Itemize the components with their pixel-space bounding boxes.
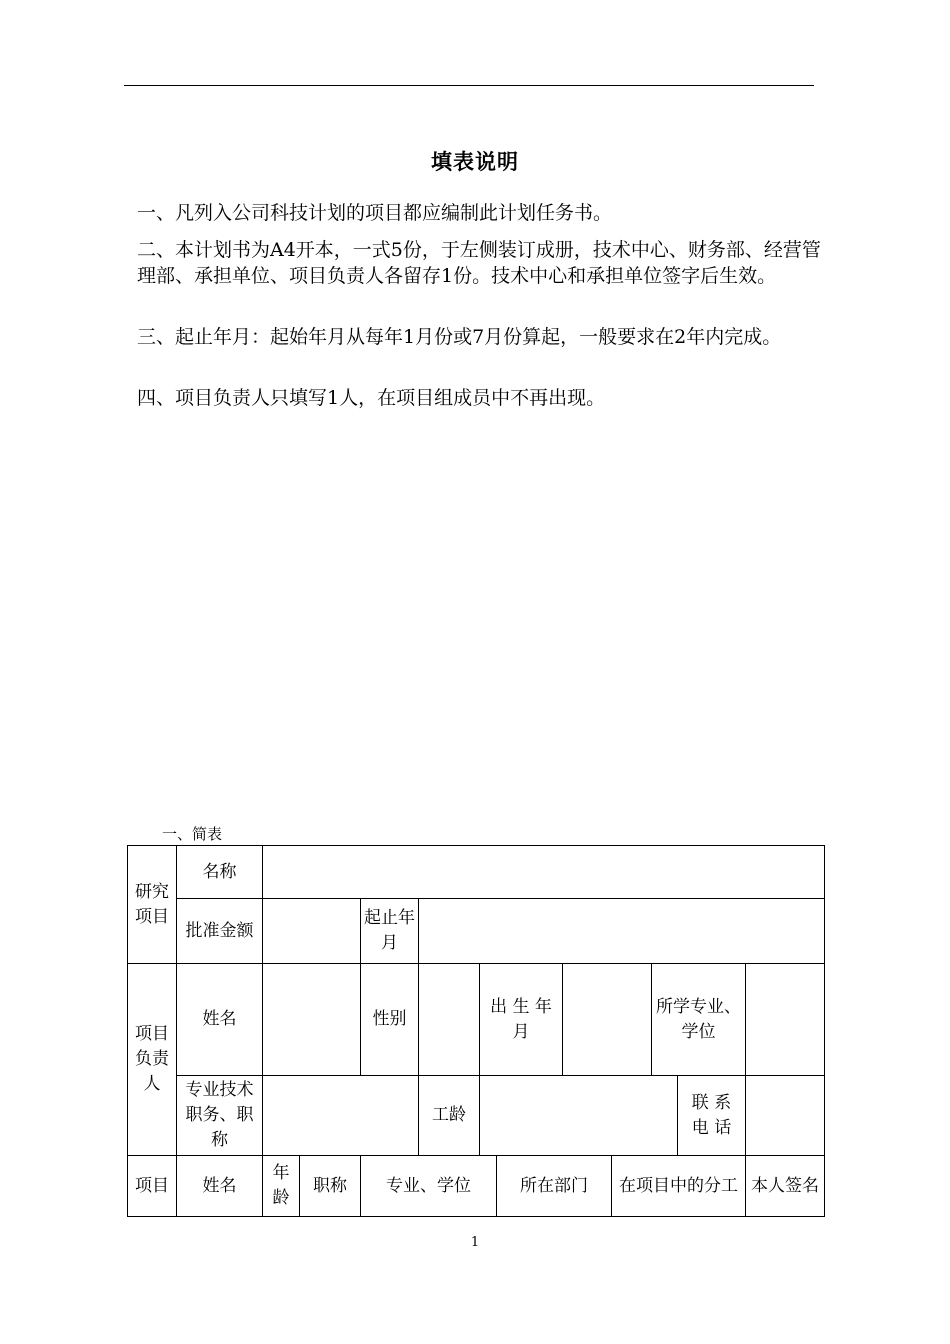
instruction-1: 一、凡列入公司科技计划的项目都应编制此计划任务书。 <box>137 202 613 224</box>
page-number: 1 <box>470 1235 480 1250</box>
section-label: 一、简表 <box>162 825 223 843</box>
gender-value[interactable] <box>419 964 480 1076</box>
member-role-header: 在项目中的分工 <box>612 1156 746 1217</box>
birth-label: 出 生 年 月 <box>480 964 563 1076</box>
summary-table <box>127 845 825 1217</box>
instruction-4: 四、项目负责人只填写1人，在项目组成员中不再出现。 <box>137 387 606 409</box>
approved-amount-value[interactable] <box>263 899 361 964</box>
phone-value[interactable] <box>746 1076 825 1156</box>
phone-label: 联 系 电 话 <box>678 1076 746 1156</box>
leader-name-value[interactable] <box>263 964 361 1076</box>
instruction-2: 二、本计划书为A4开本，一式5份，于左侧装订成册，技术中心、财务部、经营管理部、承担单位、项目负责人各留存1份。技术中心和承担单位签字后生效。 <box>137 239 821 287</box>
title-position-label: 专业技术职务、职称 <box>177 1076 263 1156</box>
leader-group-label: 项目负责人 <box>128 964 177 1156</box>
gender-label: 性别 <box>361 964 419 1076</box>
instruction-3: 三、起止年月：起始年月从每年1月份或7月份算起，一般要求在2年内完成。 <box>137 326 782 348</box>
member-group-label: 项目 <box>128 1156 177 1217</box>
project-name-label: 名称 <box>177 846 263 899</box>
birth-value[interactable] <box>563 964 652 1076</box>
member-sign-header: 本人签名 <box>746 1156 825 1217</box>
page-title: 填表说明 <box>431 150 519 174</box>
work-years-value[interactable] <box>480 1076 678 1156</box>
member-major-header: 专业、学位 <box>361 1156 497 1217</box>
project-name-value[interactable] <box>263 846 825 899</box>
project-group-label: 研究项目 <box>128 846 177 964</box>
major-degree-value[interactable] <box>746 964 825 1076</box>
member-title-header: 职称 <box>300 1156 361 1217</box>
work-years-label: 工龄 <box>419 1076 480 1156</box>
header-rule <box>124 85 814 86</box>
major-degree-label: 所学专业、学位 <box>652 964 746 1076</box>
approved-amount-label: 批准金额 <box>177 899 263 964</box>
member-age-header: 年龄 <box>263 1156 300 1217</box>
start-end-value[interactable] <box>419 899 825 964</box>
title-position-value[interactable] <box>263 1076 419 1156</box>
start-end-label: 起止年月 <box>361 899 419 964</box>
member-dept-header: 所在部门 <box>497 1156 612 1217</box>
member-name-header: 姓名 <box>177 1156 263 1217</box>
leader-name-label: 姓名 <box>177 964 263 1076</box>
